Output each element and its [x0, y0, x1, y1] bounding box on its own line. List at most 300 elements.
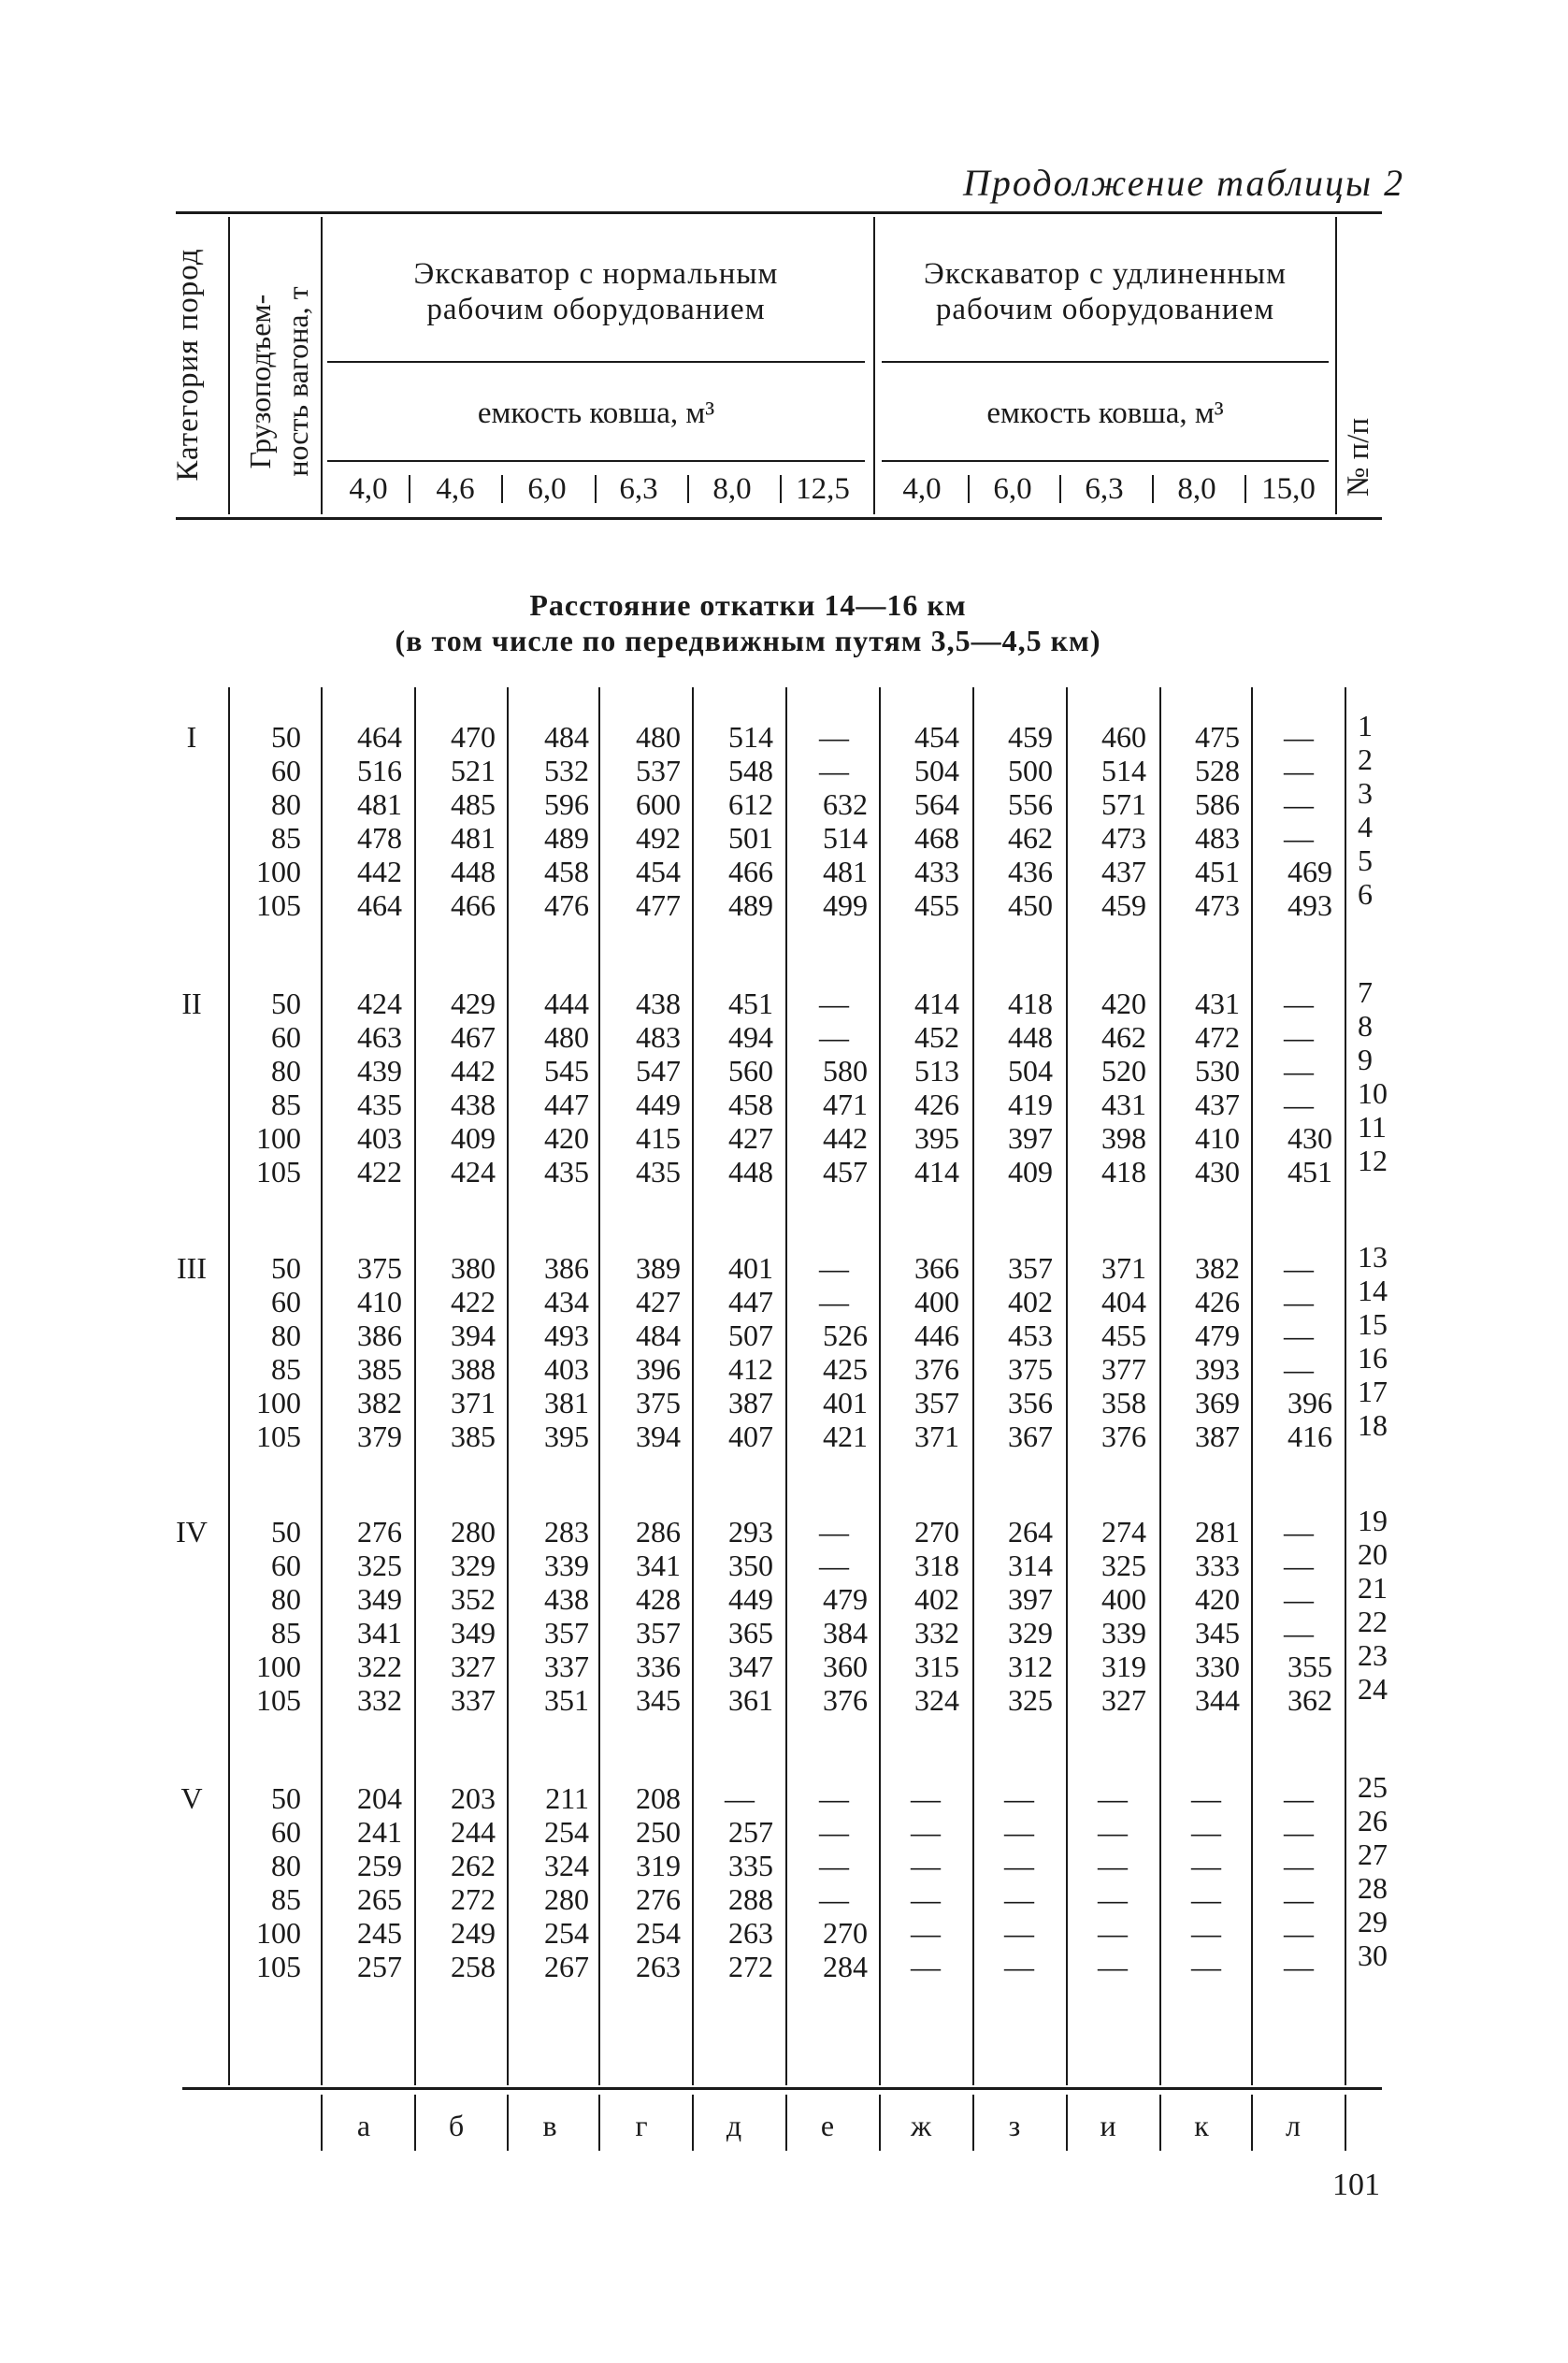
- table-cell: —: [1284, 1352, 1314, 1386]
- table-cell: 424: [451, 1155, 496, 1189]
- capacity-value: 80: [271, 1054, 301, 1088]
- table-cell: 385: [451, 1419, 496, 1453]
- table-cell: 600: [636, 787, 681, 821]
- table-cell: 395: [914, 1121, 959, 1155]
- column-letter: ж: [910, 2109, 932, 2142]
- table-cell: 458: [544, 855, 589, 888]
- table-cell: 412: [728, 1352, 773, 1386]
- table-cell: 333: [1195, 1549, 1240, 1582]
- table-cell: 404: [1101, 1285, 1146, 1318]
- table-cell: 481: [357, 787, 402, 821]
- bucket-separator: [501, 475, 503, 503]
- row-number: 20: [1358, 1537, 1388, 1571]
- row-number: 30: [1358, 1938, 1388, 1972]
- table-cell: —: [1098, 1815, 1128, 1849]
- row-number: 17: [1358, 1375, 1388, 1408]
- table-cell: 428: [636, 1582, 681, 1616]
- column-letter: е: [820, 2109, 835, 2142]
- header-divider: [321, 217, 323, 514]
- table-cell: 263: [636, 1950, 681, 1983]
- table-cell: 337: [544, 1650, 589, 1683]
- column-rule: [692, 687, 694, 2085]
- table-cell: —: [1191, 1950, 1221, 1983]
- row-number: 18: [1358, 1408, 1388, 1442]
- table-cell: —: [1098, 1882, 1128, 1916]
- table-cell: 245: [357, 1916, 402, 1950]
- table-cell: 418: [1008, 987, 1053, 1020]
- table-cell: 325: [357, 1549, 402, 1582]
- letter-separator: [692, 2095, 694, 2151]
- table-cell: 501: [728, 821, 773, 855]
- table-cell: 472: [1195, 1020, 1240, 1054]
- letter-separator: [785, 2095, 787, 2151]
- bucket-separator: [1244, 475, 1246, 503]
- table-cell: 466: [728, 855, 773, 888]
- capacity-value: 50: [271, 1781, 301, 1815]
- table-cell: 521: [451, 754, 496, 787]
- table-cell: —: [1284, 1950, 1314, 1983]
- table-cell: —: [819, 1515, 849, 1549]
- table-cell: 476: [544, 888, 589, 922]
- table-cell: 393: [1195, 1352, 1240, 1386]
- table-cell: 422: [451, 1285, 496, 1318]
- table-cell: 431: [1195, 987, 1240, 1020]
- table-cell: 397: [1008, 1121, 1053, 1155]
- table-cell: —: [911, 1781, 941, 1815]
- row-number: 6: [1358, 877, 1373, 911]
- table-cell: 259: [357, 1849, 402, 1882]
- letter-separator: [1159, 2095, 1161, 2151]
- table-cell: 460: [1101, 720, 1146, 754]
- table-cell: 258: [451, 1950, 496, 1983]
- table-cell: 267: [544, 1950, 589, 1983]
- table-cell: 438: [451, 1088, 496, 1121]
- table-cell: 449: [636, 1088, 681, 1121]
- table-cell: —: [1004, 1950, 1034, 1983]
- table-cell: 402: [1008, 1285, 1053, 1318]
- table-cell: 325: [1008, 1683, 1053, 1717]
- table-cell: 447: [728, 1285, 773, 1318]
- table-cell: 467: [451, 1020, 496, 1054]
- table-cell: 483: [636, 1020, 681, 1054]
- capacity-value: 80: [271, 1849, 301, 1882]
- table-cell: 327: [1101, 1683, 1146, 1717]
- letter-separator: [1251, 2095, 1253, 2151]
- table-cell: 341: [636, 1549, 681, 1582]
- header-capacity-line1: Грузоподъем-: [243, 294, 277, 469]
- table-cell: 494: [728, 1020, 773, 1054]
- continuation-caption: Продолжение таблицы 2: [963, 162, 1405, 204]
- table-cell: —: [1284, 1020, 1314, 1054]
- table-cell: 379: [357, 1419, 402, 1453]
- table-cell: 468: [914, 821, 959, 855]
- table-cell: 632: [823, 787, 868, 821]
- table-cell: —: [819, 1549, 849, 1582]
- capacity-value: 50: [271, 1251, 301, 1285]
- column-rule: [1251, 687, 1253, 2085]
- table-cell: 450: [1008, 888, 1053, 922]
- header-group-rule: [882, 361, 1329, 363]
- table-cell: 446: [914, 1318, 959, 1352]
- table-cell: 276: [636, 1882, 681, 1916]
- table-cell: 475: [1195, 720, 1240, 754]
- table-cell: 358: [1101, 1386, 1146, 1419]
- table-cell: 464: [357, 720, 402, 754]
- table-cell: 387: [728, 1386, 773, 1419]
- table-cell: 339: [544, 1549, 589, 1582]
- table-cell: 241: [357, 1815, 402, 1849]
- table-cell: —: [1284, 1815, 1314, 1849]
- row-number: 15: [1358, 1307, 1388, 1341]
- table-cell: 335: [728, 1849, 773, 1882]
- column-rule: [1345, 687, 1346, 2085]
- table-cell: 455: [914, 888, 959, 922]
- table-cell: 520: [1101, 1054, 1146, 1088]
- table-cell: 357: [544, 1616, 589, 1650]
- letter-separator: [1066, 2095, 1068, 2151]
- table-cell: 394: [636, 1419, 681, 1453]
- table-cell: —: [1284, 1781, 1314, 1815]
- bucket-size-normal: 12,5: [796, 472, 850, 506]
- row-number: 5: [1358, 843, 1373, 877]
- table-cell: —: [1191, 1882, 1221, 1916]
- table-cell: 360: [823, 1650, 868, 1683]
- bucket-size-normal: 4,6: [436, 472, 475, 506]
- table-cell: 366: [914, 1251, 959, 1285]
- table-cell: 442: [823, 1121, 868, 1155]
- table-cell: 283: [544, 1515, 589, 1549]
- column-letter: в: [542, 2109, 557, 2142]
- table-cell: 426: [914, 1088, 959, 1121]
- table-cell: 466: [451, 888, 496, 922]
- row-number: 1: [1358, 709, 1373, 742]
- table-cell: —: [1284, 1285, 1314, 1318]
- table-cell: —: [1284, 787, 1314, 821]
- table-cell: —: [911, 1849, 941, 1882]
- bottom-rule: [182, 2087, 1382, 2090]
- table-cell: 376: [1101, 1419, 1146, 1453]
- table-cell: —: [911, 1916, 941, 1950]
- table-cell: 362: [1287, 1683, 1332, 1717]
- row-number: 16: [1358, 1341, 1388, 1375]
- page-number: 101: [1332, 2168, 1380, 2202]
- table-cell: —: [819, 1882, 849, 1916]
- table-cell: 387: [1195, 1419, 1240, 1453]
- table-cell: 427: [636, 1285, 681, 1318]
- table-cell: —: [1004, 1815, 1034, 1849]
- table-cell: 281: [1195, 1515, 1240, 1549]
- table-cell: 448: [728, 1155, 773, 1189]
- table-cell: 395: [544, 1419, 589, 1453]
- table-cell: —: [819, 1285, 849, 1318]
- table-cell: 431: [1101, 1088, 1146, 1121]
- table-cell: 382: [357, 1386, 402, 1419]
- table-cell: 463: [357, 1020, 402, 1054]
- header-bucket-rule: [327, 460, 865, 462]
- table-cell: 504: [914, 754, 959, 787]
- table-cell: 462: [1008, 821, 1053, 855]
- table-cell: 315: [914, 1650, 959, 1683]
- table-cell: 479: [823, 1582, 868, 1616]
- table-cell: —: [819, 1251, 849, 1285]
- table-cell: 459: [1101, 888, 1146, 922]
- table-cell: 257: [357, 1950, 402, 1983]
- table-cell: 425: [823, 1352, 868, 1386]
- table-cell: 507: [728, 1318, 773, 1352]
- table-cell: 401: [823, 1386, 868, 1419]
- table-cell: 528: [1195, 754, 1240, 787]
- table-cell: 288: [728, 1882, 773, 1916]
- column-rule: [1066, 687, 1068, 2085]
- capacity-value: 85: [271, 1882, 301, 1916]
- table-cell: 272: [451, 1882, 496, 1916]
- table-cell: —: [1098, 1916, 1128, 1950]
- table-cell: 442: [357, 855, 402, 888]
- category-label: V: [180, 1781, 203, 1815]
- row-number: 12: [1358, 1144, 1388, 1177]
- capacity-value: 105: [256, 1419, 301, 1453]
- table-cell: —: [1284, 1616, 1314, 1650]
- table-cell: —: [819, 754, 849, 787]
- table-cell: 254: [636, 1916, 681, 1950]
- column-letter: з: [1008, 2109, 1021, 2142]
- table-cell: 415: [636, 1121, 681, 1155]
- table-cell: 493: [544, 1318, 589, 1352]
- table-cell: 262: [451, 1849, 496, 1882]
- table-cell: 336: [636, 1650, 681, 1683]
- table-cell: —: [1098, 1950, 1128, 1983]
- table-cell: —: [1004, 1882, 1034, 1916]
- table-cell: 396: [1287, 1386, 1332, 1419]
- table-cell: —: [819, 1815, 849, 1849]
- category-label: III: [177, 1251, 207, 1285]
- table-cell: 211: [545, 1781, 589, 1815]
- bucket-separator: [687, 475, 689, 503]
- header-bucket-rule: [882, 460, 1329, 462]
- table-cell: 398: [1101, 1121, 1146, 1155]
- table-cell: 314: [1008, 1549, 1053, 1582]
- table-cell: 478: [357, 821, 402, 855]
- table-cell: 414: [914, 1155, 959, 1189]
- table-cell: 492: [636, 821, 681, 855]
- category-label: I: [186, 720, 197, 754]
- table-cell: 448: [451, 855, 496, 888]
- table-cell: 438: [544, 1582, 589, 1616]
- table-cell: 264: [1008, 1515, 1053, 1549]
- table-cell: 479: [1195, 1318, 1240, 1352]
- row-number: 23: [1358, 1638, 1388, 1672]
- bucket-size-extended: 6,0: [993, 472, 1032, 506]
- table-cell: —: [1284, 821, 1314, 855]
- table-cell: —: [1284, 1088, 1314, 1121]
- column-rule: [1159, 687, 1161, 2085]
- table-cell: 580: [823, 1054, 868, 1088]
- table-cell: 435: [357, 1088, 402, 1121]
- table-cell: —: [1284, 1318, 1314, 1352]
- table-cell: 451: [1195, 855, 1240, 888]
- table-cell: 263: [728, 1916, 773, 1950]
- table-cell: 410: [1195, 1121, 1240, 1155]
- row-number: 21: [1358, 1571, 1388, 1605]
- table-cell: 324: [914, 1683, 959, 1717]
- table-cell: 375: [1008, 1352, 1053, 1386]
- row-number: 7: [1358, 975, 1373, 1009]
- table-cell: 347: [728, 1650, 773, 1683]
- table-cell: —: [819, 1849, 849, 1882]
- header-group-rule: [327, 361, 865, 363]
- bucket-size-extended: 8,0: [1177, 472, 1216, 506]
- table-cell: 480: [544, 1020, 589, 1054]
- table-cell: 371: [1101, 1251, 1146, 1285]
- table-cell: 249: [451, 1916, 496, 1950]
- table-cell: 469: [1287, 855, 1332, 888]
- table-cell: 484: [636, 1318, 681, 1352]
- table-cell: —: [911, 1882, 941, 1916]
- table-cell: —: [1284, 1849, 1314, 1882]
- bucket-size-normal: 4,0: [349, 472, 388, 506]
- table-cell: 433: [914, 855, 959, 888]
- table-cell: 344: [1195, 1683, 1240, 1717]
- bucket-size-extended: 15,0: [1261, 472, 1316, 506]
- table-cell: 451: [728, 987, 773, 1020]
- row-number: 28: [1358, 1871, 1388, 1905]
- row-number: 27: [1358, 1837, 1388, 1871]
- table-cell: 208: [636, 1781, 681, 1815]
- table-cell: —: [819, 987, 849, 1020]
- table-cell: 513: [914, 1054, 959, 1088]
- table-cell: 270: [914, 1515, 959, 1549]
- table-cell: 376: [914, 1352, 959, 1386]
- header-category: Категория пород: [171, 248, 205, 482]
- table-cell: —: [1191, 1781, 1221, 1815]
- table-cell: 455: [1101, 1318, 1146, 1352]
- capacity-value: 80: [271, 1318, 301, 1352]
- table-cell: 473: [1195, 888, 1240, 922]
- row-number: 14: [1358, 1274, 1388, 1307]
- column-rule: [972, 687, 974, 2085]
- table-cell: —: [1284, 987, 1314, 1020]
- letter-separator: [879, 2095, 881, 2151]
- group-extended-line1: Экскаватор с удлиненным: [924, 257, 1287, 291]
- table-cell: 324: [544, 1849, 589, 1882]
- column-letter: к: [1194, 2109, 1209, 2142]
- table-cell: 418: [1101, 1155, 1146, 1189]
- table-cell: 349: [357, 1582, 402, 1616]
- column-rule: [228, 687, 230, 2085]
- table-cell: 420: [1101, 987, 1146, 1020]
- letter-separator: [1345, 2095, 1346, 2151]
- table-cell: 400: [914, 1285, 959, 1318]
- table-cell: 537: [636, 754, 681, 787]
- group-extended-line2: рабочим оборудованием: [935, 293, 1275, 326]
- table-cell: 409: [1008, 1155, 1053, 1189]
- table-cell: 452: [914, 1020, 959, 1054]
- table-cell: —: [819, 720, 849, 754]
- group-normal-line1: Экскаватор с нормальным: [413, 257, 779, 291]
- table-cell: 516: [357, 754, 402, 787]
- section-title-line2: (в том числе по передвижным путям 3,5—4,5 км): [395, 624, 1101, 657]
- table-cell: 596: [544, 787, 589, 821]
- table-cell: 403: [544, 1352, 589, 1386]
- table-cell: —: [911, 1950, 941, 1983]
- table-cell: 376: [823, 1683, 868, 1717]
- bucket-size-normal: 8,0: [712, 472, 752, 506]
- table-cell: 272: [728, 1950, 773, 1983]
- table-cell: 407: [728, 1419, 773, 1453]
- table-cell: 365: [728, 1616, 773, 1650]
- table-cell: 514: [1101, 754, 1146, 787]
- table-cell: 286: [636, 1515, 681, 1549]
- table-cell: 500: [1008, 754, 1053, 787]
- table-cell: 293: [728, 1515, 773, 1549]
- column-letter: б: [448, 2109, 465, 2142]
- capacity-value: 85: [271, 821, 301, 855]
- table-cell: 560: [728, 1054, 773, 1088]
- capacity-value: 50: [271, 987, 301, 1020]
- table-cell: 280: [451, 1515, 496, 1549]
- table-cell: 377: [1101, 1352, 1146, 1386]
- table-cell: 439: [357, 1054, 402, 1088]
- table-cell: 499: [823, 888, 868, 922]
- column-letter: г: [635, 2109, 648, 2142]
- table-cell: 438: [636, 987, 681, 1020]
- capacity-value: 60: [271, 1549, 301, 1582]
- table-cell: —: [1284, 1882, 1314, 1916]
- table-cell: 371: [914, 1419, 959, 1453]
- table-cell: —: [819, 1781, 849, 1815]
- table-cell: 345: [1195, 1616, 1240, 1650]
- column-letter: а: [356, 2109, 371, 2142]
- group-normal-line2: рабочим оборудованием: [426, 293, 766, 326]
- table-cell: —: [1191, 1916, 1221, 1950]
- capacity-value: 60: [271, 754, 301, 787]
- table-cell: 612: [728, 787, 773, 821]
- table-cell: 481: [451, 821, 496, 855]
- table-cell: 556: [1008, 787, 1053, 821]
- table-cell: 402: [914, 1582, 959, 1616]
- letter-separator: [321, 2095, 323, 2151]
- letter-separator: [507, 2095, 509, 2151]
- table-cell: 564: [914, 787, 959, 821]
- table-cell: —: [1098, 1781, 1128, 1815]
- table-cell: 356: [1008, 1386, 1053, 1419]
- category-label: II: [181, 987, 202, 1020]
- capacity-value: 50: [271, 1515, 301, 1549]
- table-cell: 453: [1008, 1318, 1053, 1352]
- table-cell: 403: [357, 1121, 402, 1155]
- table-cell: 375: [636, 1386, 681, 1419]
- column-rule: [414, 687, 416, 2085]
- bucket-separator: [1059, 475, 1061, 503]
- table-cell: 355: [1287, 1650, 1332, 1683]
- header-capacity: [241, 246, 320, 517]
- capacity-value: 100: [256, 1386, 301, 1419]
- table-cell: —: [1191, 1815, 1221, 1849]
- table-cell: 254: [544, 1815, 589, 1849]
- table-cell: 345: [636, 1683, 681, 1717]
- capacity-value: 60: [271, 1020, 301, 1054]
- capacity-value: 100: [256, 1121, 301, 1155]
- table-cell: —: [1284, 720, 1314, 754]
- table-cell: 420: [544, 1121, 589, 1155]
- table-cell: —: [1191, 1849, 1221, 1882]
- section-title: [281, 587, 1216, 658]
- header-divider: [873, 217, 875, 514]
- table-cell: 274: [1101, 1515, 1146, 1549]
- table-cell: 203: [451, 1781, 496, 1815]
- table-cell: 464: [357, 888, 402, 922]
- bucket-label-extended: емкость ковша, м³: [986, 396, 1224, 430]
